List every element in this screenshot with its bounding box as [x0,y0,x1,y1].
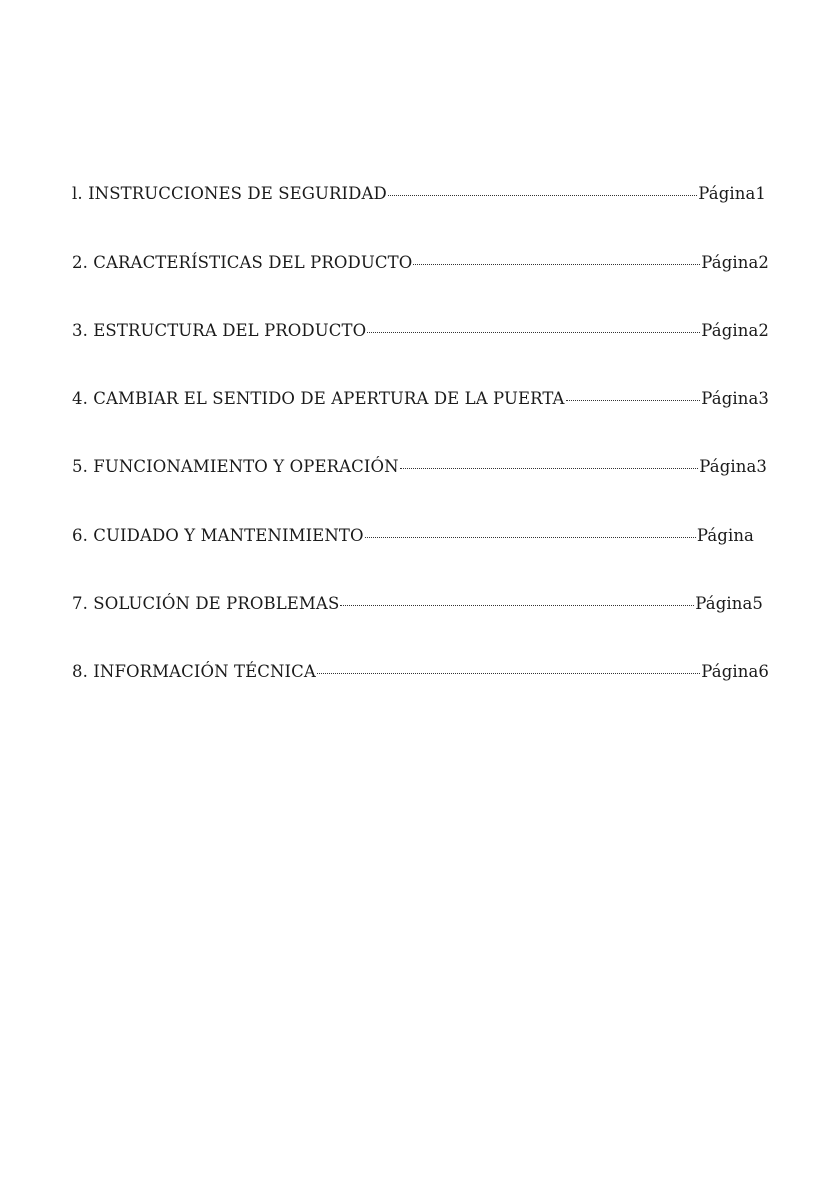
toc-entry-page: Página3 [701,389,769,408]
toc-entry-product-structure[interactable] [72,318,769,344]
toc-entry-troubleshooting[interactable] [72,591,763,617]
toc-entry-care-maintenance[interactable] [72,523,754,549]
toc-entry-page: Página2 [701,253,769,272]
toc-dot-leader [340,605,694,606]
toc-entry-product-features[interactable] [72,250,769,276]
toc-entry-door-reversal[interactable] [72,386,769,412]
toc-entry-title: 7. SOLUCIÓN DE PROBLEMAS [72,594,340,613]
toc-dot-leader [400,468,699,469]
toc-entry-title: 4. CAMBIAR EL SENTIDO DE APERTURA DE LA PUERTA [72,389,565,408]
toc-entry-title: 5. FUNCIONAMIENTO Y OPERACIÓN [72,457,399,476]
toc-entry-page: Página2 [701,321,769,340]
toc-dot-leader [413,264,700,265]
toc-entry-page: Página1 [698,184,766,203]
toc-entry-page: Página6 [701,662,769,681]
toc-entry-title: 2. CARACTERÍSTICAS DEL PRODUCTO [72,253,413,272]
toc-dot-leader [367,332,700,333]
toc-entry-page: Página5 [695,594,763,613]
toc-entry-page: Página3 [699,457,767,476]
toc-dot-leader [317,673,700,674]
toc-entry-technical-info[interactable] [72,659,769,685]
toc-entry-title: 8. INFORMACIÓN TÉCNICA [72,662,316,681]
toc-entry-title: l. INSTRUCCIONES DE SEGURIDAD [72,184,387,203]
toc-entry-title: 3. ESTRUCTURA DEL PRODUCTO [72,321,367,340]
toc-entry-page: Página [696,526,754,545]
toc-entry-title: 6. CUIDADO Y MANTENIMIENTO [72,526,364,545]
toc-dot-leader [365,537,696,538]
toc-dot-leader [566,400,701,401]
toc-entry-operation[interactable] [72,454,767,480]
toc-dot-leader [388,195,697,196]
toc-entry-safety-instructions[interactable] [72,181,766,207]
